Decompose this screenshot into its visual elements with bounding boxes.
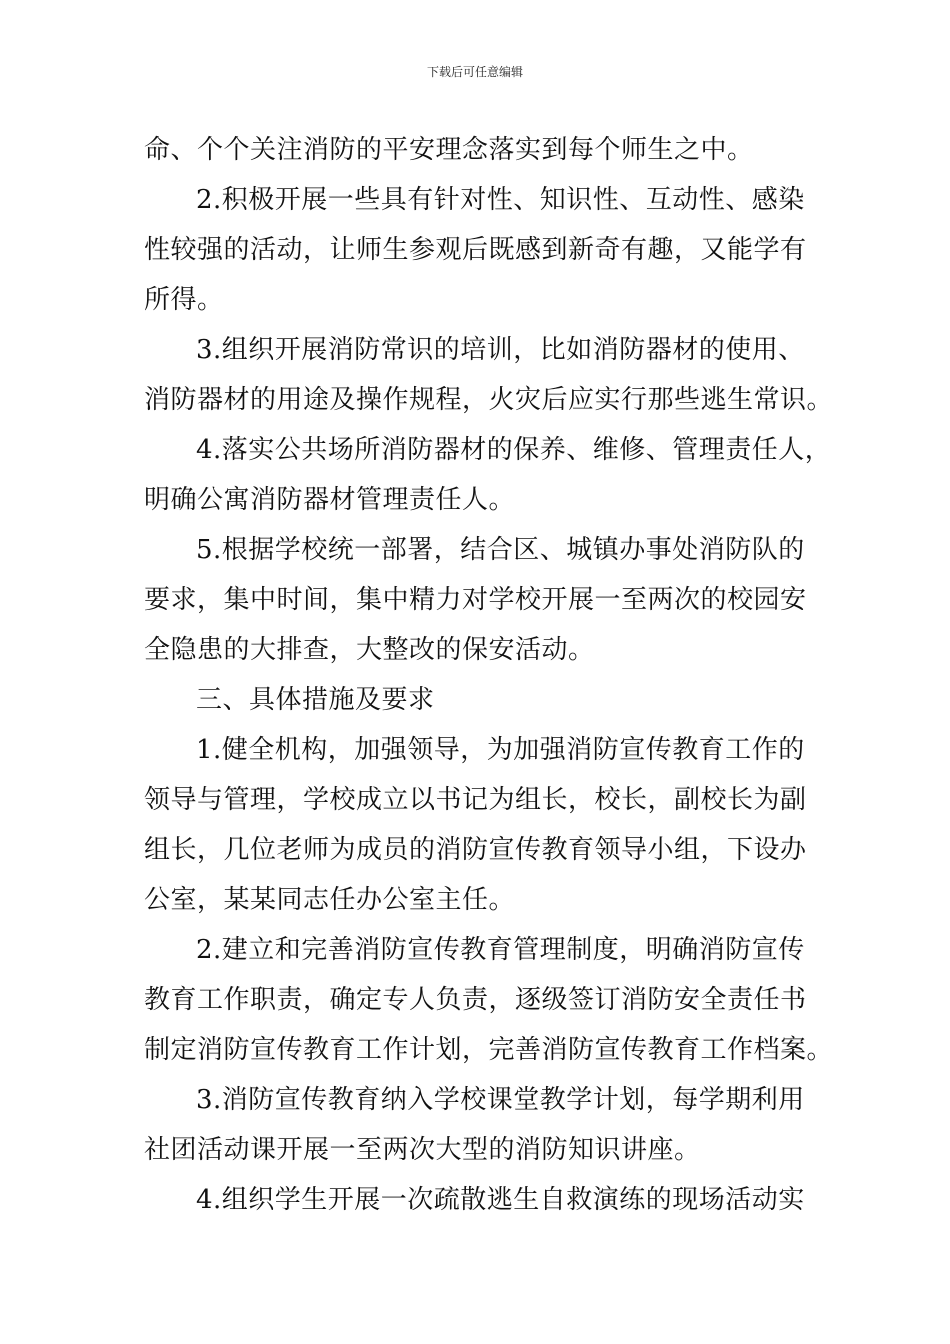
text-line: 社团活动课开展一至两次大型的消防知识讲座。	[144, 1135, 701, 1165]
text-line: 领导与管理，学校成立以书记为组长，校长，副校长为副	[144, 785, 807, 815]
text-line: 全隐患的大排查，大整改的保安活动。	[144, 635, 595, 665]
text-line: 2.积极开展一些具有针对性、知识性、互动性、感染	[196, 185, 805, 215]
text-line: 明确公寓消防器材管理责任人。	[144, 485, 516, 515]
text-line: 消防器材的用途及操作规程，火灾后应实行那些逃生常识。	[144, 385, 834, 415]
text-line: 1.健全机构，加强领导，为加强消防宣传教育工作的	[196, 735, 805, 765]
text-line: 三、具体措施及要求	[196, 685, 435, 715]
text-line: 要求，集中时间，集中精力对学校开展一至两次的校园安	[144, 585, 807, 615]
body-text	[144, 125, 834, 1225]
text-line: 所得。	[144, 285, 224, 315]
text-line: 3.消防宣传教育纳入学校课堂教学计划，每学期利用	[196, 1085, 805, 1115]
text-line: 3.组织开展消防常识的培训，比如消防器材的使用、	[196, 335, 805, 365]
text-line: 4.落实公共场所消防器材的保养、维修、管理责任人，	[196, 435, 832, 465]
text-line: 组长，几位老师为成员的消防宣传教育领导小组，下设办	[144, 835, 807, 865]
header-note: 下载后可任意编辑	[426, 65, 523, 79]
text-line: 2.建立和完善消防宣传教育管理制度，明确消防宣传	[196, 935, 805, 965]
text-line: 性较强的活动，让师生参观后既感到新奇有趣，又能学有	[144, 235, 807, 265]
text-line: 制定消防宣传教育工作计划，完善消防宣传教育工作档案。	[144, 1035, 834, 1065]
text-line: 5.根据学校统一部署，结合区、城镇办事处消防队的	[196, 535, 805, 565]
text-line: 教育工作职责，确定专人负责，逐级签订消防安全责任书	[144, 985, 807, 1015]
text-line: 公室，某某同志任办公室主任。	[144, 885, 516, 915]
text-line: 4.组织学生开展一次疏散逃生自救演练的现场活动实	[196, 1185, 805, 1215]
text-line: 命、个个关注消防的平安理念落实到每个师生之中。	[144, 135, 754, 165]
